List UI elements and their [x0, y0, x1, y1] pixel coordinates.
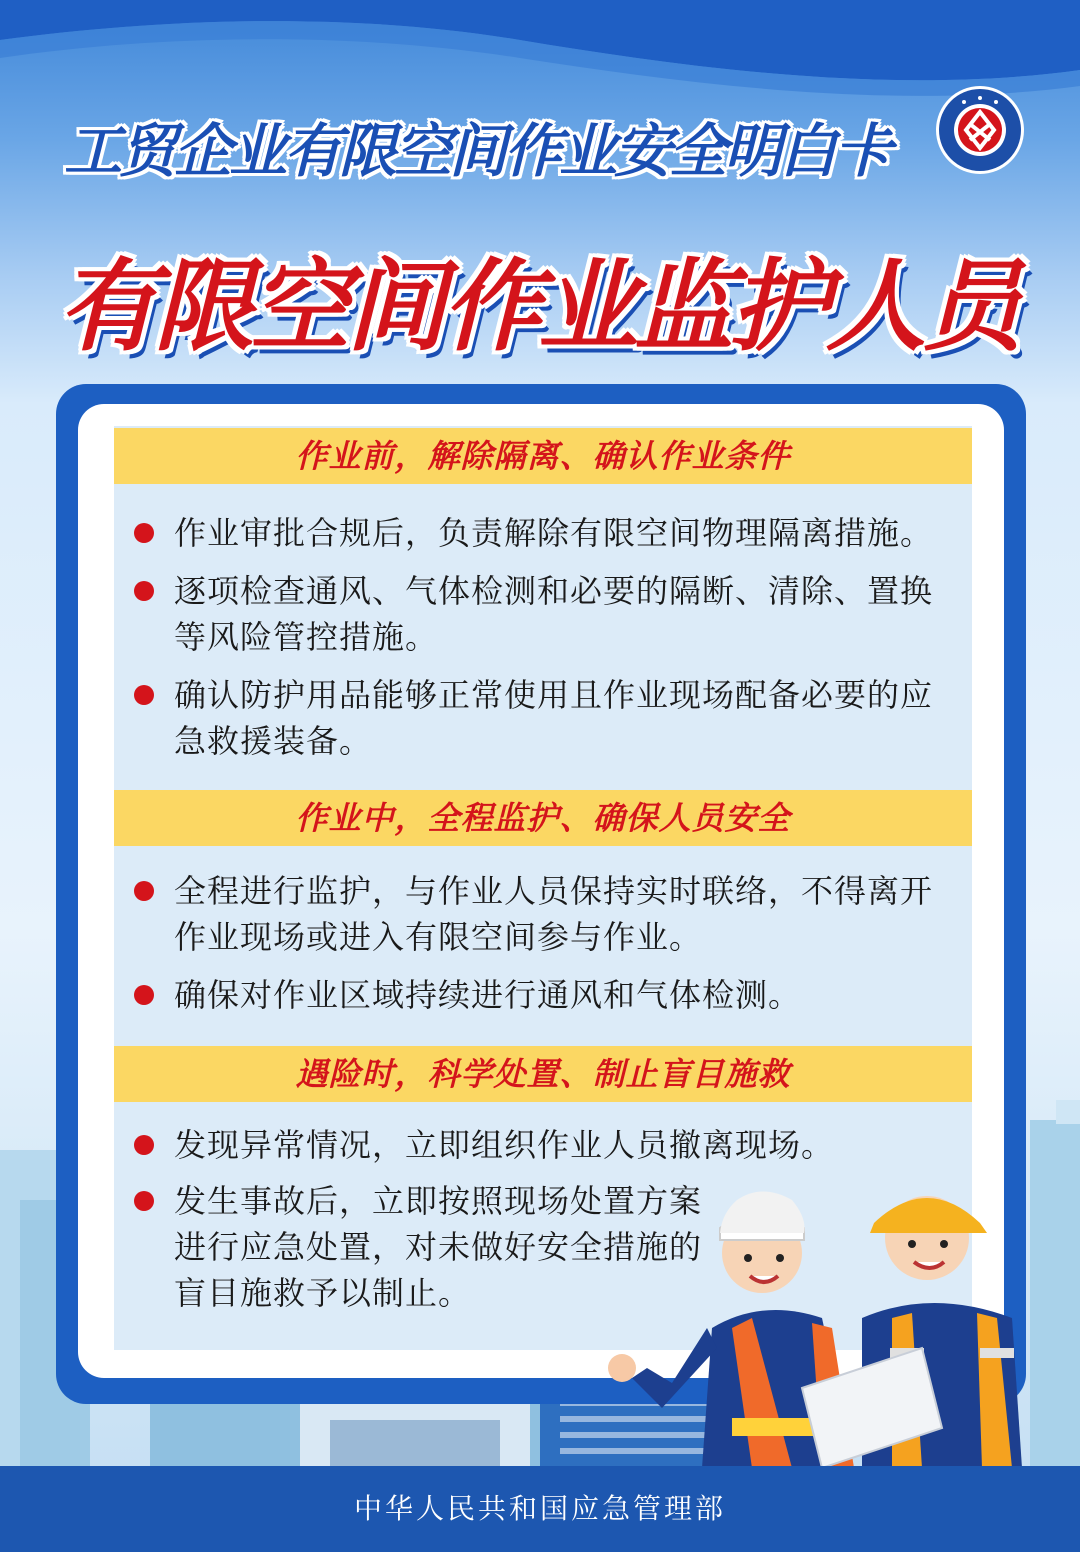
section-heading-before-work: 作业前，解除隔离、确认作业条件 — [114, 428, 972, 484]
safety-workers-illustration — [592, 1178, 1032, 1468]
list-item: 全程进行监护，与作业人员保持实时联络，不得离开作业现场或进入有限空间参与作业。 — [134, 868, 954, 960]
poster-title: 有限空间作业监护人员 — [58, 248, 1018, 365]
list-item: 逐项检查通风、气体检测和必要的隔断、清除、置换等风险管控措施。 — [134, 568, 954, 660]
list-item: 确保对作业区域持续进行通风和气体检测。 — [134, 972, 954, 1018]
footer-text: 中华人民共和国应急管理部 — [353, 1492, 726, 1525]
bullet-icon — [134, 1135, 154, 1155]
bullet-icon — [134, 523, 154, 543]
list-item: 发现异常情况，立即组织作业人员撤离现场。 — [134, 1122, 954, 1168]
section-heading-emergency: 遇险时，科学处置、制止盲目施救 — [114, 1046, 972, 1102]
section-heading-during-work: 作业中，全程监护、确保人员安全 — [114, 790, 972, 846]
bullet-icon — [134, 685, 154, 705]
bullet-icon — [134, 581, 154, 601]
bullet-icon — [134, 985, 154, 1005]
bullet-icon — [134, 1191, 154, 1211]
emergency-management-emblem-icon — [934, 84, 1026, 176]
list-item: 发生事故后，立即按照现场处置方案进行应急处置，对未做好安全措施的盲目施救予以制止。 — [134, 1178, 724, 1316]
poster-subtitle: 工贸企业有限空间作业安全明白卡 — [64, 117, 890, 185]
top-wave-decoration — [0, 0, 1080, 120]
bullet-icon — [134, 881, 154, 901]
list-item: 作业审批合规后，负责解除有限空间物理隔离措施。 — [134, 510, 954, 556]
list-item: 确认防护用品能够正常使用且作业现场配备必要的应急救援装备。 — [134, 672, 954, 764]
